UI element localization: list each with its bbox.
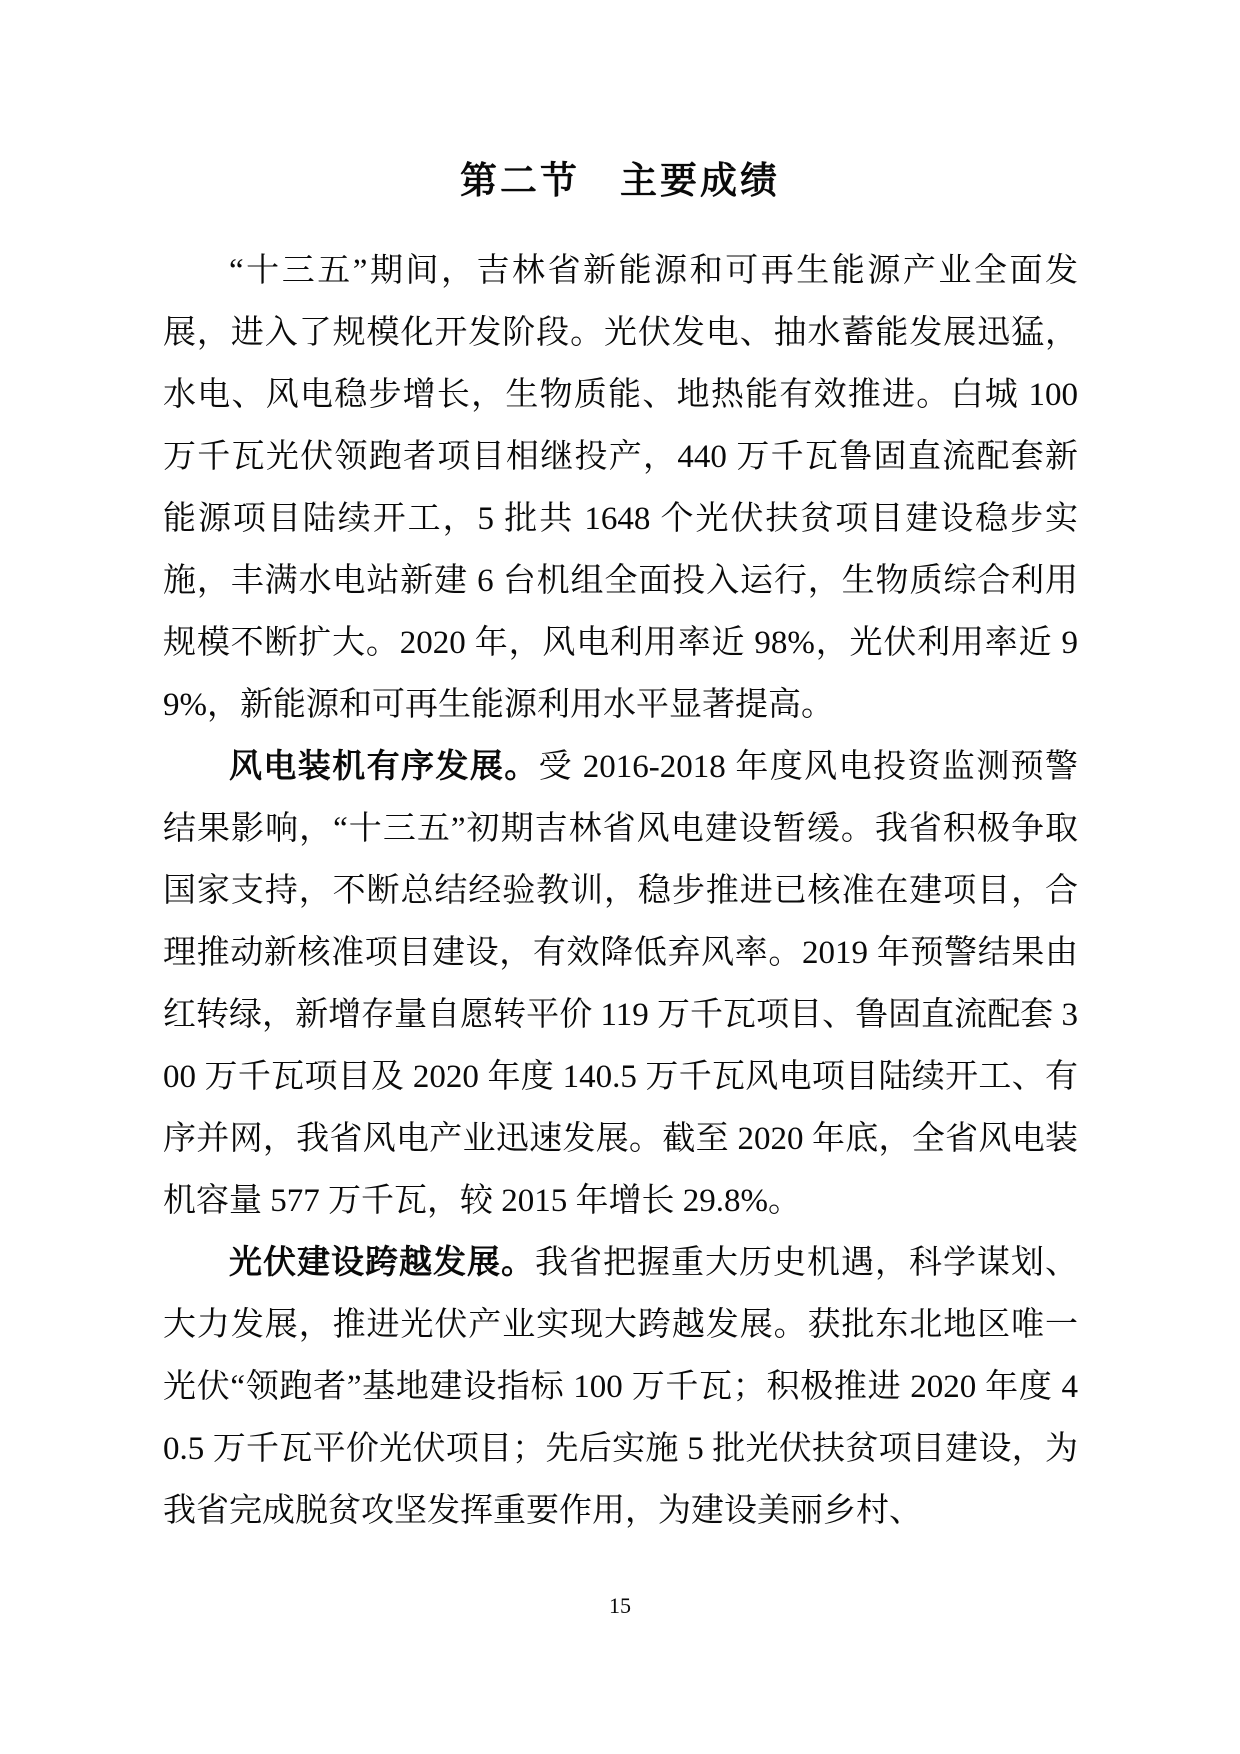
paragraph-solar-power: [163, 1232, 1078, 1542]
paragraph-overview-text: “十三五”期间，吉林省新能源和可再生能源产业全面发展，进入了规模化开发阶段。光伏发电、抽水蓄能发展迅猛，水电、风电稳步增长，生物质能、地热能有效推进。白城 100 万千瓦光伏领跑者项目相继投产，440 万千瓦鲁固直流配套新能源项目陆续开工，5 批共 1648 个光伏扶贫项目建设稳步实施，丰满水电站新建 6 台机组全面投入运行，生物质综合利用规模不断扩大。2020 年，风电利用率近 98%，光伏利用率近 99%，新能源和可再生能源利用水平显著提高。: [163, 253, 1078, 723]
section-title: 第二节 主要成绩: [460, 161, 780, 202]
paragraph-solar-power-text: 我省把握重大历史机遇，科学谋划、大力发展，推进光伏产业实现大跨越发展。获批东北地区唯一光伏“领跑者”基地建设指标 100 万千瓦；积极推进 2020 年度 40.5 万千瓦平价光伏项目；先后实施 5 批光伏扶贫项目建设，为我省完成脱贫攻坚发挥重要作用，为建设美丽乡村、: [163, 1245, 1078, 1529]
paragraph-overview: [163, 240, 1078, 736]
page-number: 15: [609, 1593, 631, 1618]
paragraph-solar-power-lead: 光伏建设跨越发展。: [229, 1245, 535, 1281]
paragraph-wind-power: [163, 736, 1078, 1232]
document-body: [163, 240, 1078, 1542]
paragraph-wind-power-lead: 风电装机有序发展。: [229, 749, 539, 785]
paragraph-wind-power-text: 受 2016-2018 年度风电投资监测预警结果影响，“十三五”初期吉林省风电建设暂缓。我省积极争取国家支持，不断总结经验教训，稳步推进已核准在建项目，合理推动新核准项目建设，有效降低弃风率。2019 年预警结果由红转绿，新增存量自愿转平价 119 万千瓦项目、鲁固直流配套 300 万千瓦项目及 2020 年度 140.5 万千瓦风电项目陆续开工、有序并网，我省风电产业迅速发展。截至 2020 年底，全省风电装机容量 577 万千瓦，较 2015 年增长 29.8%。: [163, 749, 1079, 1219]
